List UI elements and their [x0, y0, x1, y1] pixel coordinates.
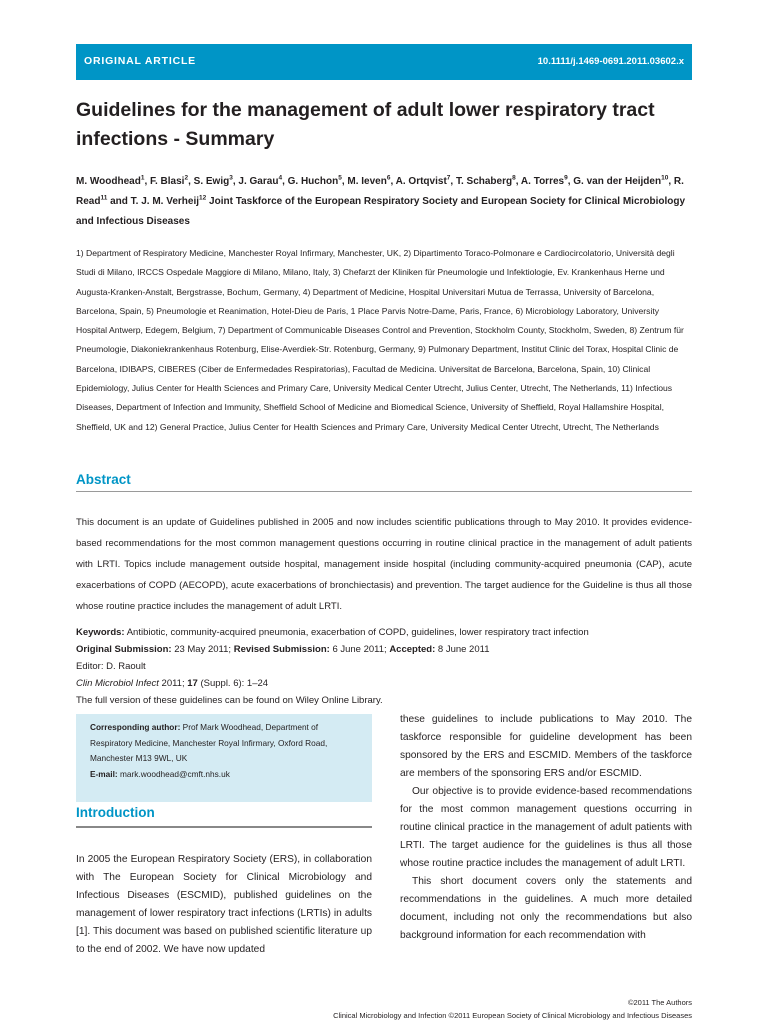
affiliations: 1) Department of Respiratory Medicine, Manchester Royal Infirmary, Manchester, UK, 2) Dipartimento Toraco-Polmonare e Cardiocircolatorio, Università degli Studi di Milano, IRCCS Ospedale Maggiore di Milano, Milano, Italy, 3) Chefarzt der Kliniken für Pneumologie und Infektiologie, Ev. Krankenhaus Herne und Augusta-Kranken-Anstalt, Bergstrasse, Bochum, Germany, 4) Department of Medicine, Hospital Universitari Mutua de Terrassa, University of Barcelona, Barcelona, Spain, 5) Pneumologie et Reanimation, Hotel-Dieu de Paris, 1 Place Parvis Notre-Dame, Paris, France, 6) Microbiology Laboratory, University Hospital Antwerp, Edegem, Belgium, 7) Department of Communicable Diseases Control and Prevention, Stockholm County, Stockholm, Sweden, 8) Zentrum für Pneumologie, Diakoniekrankenhaus Rotenburg, Elise-Averdiek-Str. Rotenburg, Germany, 9) Pulmonary Department, Institut Clinic del Torax, Hospital Clinic de Barcelona, IDIBAPS, CIBERES (Ciber de Enfermedades Respiratorias), Facultad de Medicina. Universitat de Barcelona, Barcelona, Spain, 10) Clinical Epidemiology, Julius Center for Health Sciences and Primary Care, University Medical Center Utrecht, Julius Center, Utrecht, The Netherlands, 11) Infectious Diseases, Department of Infection and Immunity, Sheffield School of Medicine and Biomedical Science, University of Sheffield, Royal Hallamshire Hospital, Sheffield, UK and 12) General Practice, Julius Center for Health Sciences and Primary Care, University Medical Center Utrecht, Utrecht, The Netherlands	[76, 248, 684, 432]
author-affiliation-number: 10	[661, 174, 669, 182]
accepted-label: Accepted:	[389, 644, 436, 655]
copyright-authors: ©2011 The Authors	[627, 998, 692, 1007]
intro-paragraph-3: Our objective is to provide evidence-based recommendations for the most common management questions occurring in routine clinical practice in the management of adult patients with LRTI. The target audience for the guidelines is thus all those whose routine practice includes the management of adult LRTI.	[400, 786, 692, 869]
abstract-text: This document is an update of Guidelines published in 2005 and now includes scientific publications through to May 2010. It provides evidence-based recommendations for the most common management questions occurring in routine clinical practice in the management of adult patients with LRTI. Topics include management outside hospital, management inside hospital (including community-acquired pneumonia (CAP), acute exacerbations of COPD (AECOPD), acute exacerbations of bronchiectasis) and prevention. The target audience for the Guideline is thus all those whose routine practice includes the management of adult LRTI.	[76, 517, 692, 612]
author-name: M. Ieven	[347, 176, 387, 187]
citation-year: 2011;	[161, 678, 185, 689]
keywords-label: Keywords:	[76, 627, 125, 638]
journal-name: Clin Microbiol Infect	[76, 678, 159, 689]
email-label: E-mail:	[90, 768, 118, 779]
corresponding-author-box	[76, 714, 372, 802]
intro-paragraph-1: In 2005 the European Respiratory Society (ERS), in collaboration with The European Society for Clinical Microbiology and Infectious Diseases (ESCMID), published guidelines on the management of lower respiratory tract infections (LRTIs) in adults [1]. This document was based on published scientific literature up to the end of 2002. We have now updated	[76, 854, 372, 955]
header-banner	[76, 44, 692, 80]
author-name: A. Torres	[520, 176, 565, 187]
author-name: G. Huchon	[287, 176, 339, 187]
author-affiliation-number: 2	[184, 174, 189, 182]
author-affiliation-number: 9	[564, 174, 568, 182]
citation-volume: 17	[187, 678, 198, 689]
intro-paragraph-4: This short document covers only the statements and recommendations in the guidelines. A much more detailed document, including not only the recommendations but also background information for each recommendation with	[400, 876, 692, 941]
article-meta	[76, 624, 692, 709]
left-column	[76, 851, 372, 959]
submission-line	[76, 641, 692, 658]
author-affiliation-number: 12	[199, 194, 207, 202]
keywords-line	[76, 624, 692, 641]
keywords: Antibiotic, community-acquired pneumonia, exacerbation of COPD, guidelines, lower respiratory tract infection	[126, 627, 589, 638]
revised-label: Revised Submission:	[233, 644, 330, 655]
abstract-heading: Abstract	[76, 472, 131, 487]
right-column	[400, 711, 692, 945]
introduction-rule	[76, 826, 372, 828]
author-name: F. Blasi	[150, 176, 185, 187]
section-label: ORIGINAL ARTICLE	[84, 55, 196, 67]
accepted-date: 8 June 2011	[437, 644, 490, 655]
abstract-rule	[76, 491, 692, 492]
revised-date: 6 June 2011;	[332, 644, 387, 655]
author-name: M. Woodhead	[76, 176, 141, 187]
author-name: G. van der Heijden	[573, 176, 662, 187]
author-affiliation-number: 4	[278, 174, 283, 182]
citation-pages: (Suppl. 6): 1–24	[200, 678, 269, 689]
corresponding-text: Prof Mark Woodhead, Department of Respiratory Medicine, Manchester Royal Infirmary, Oxford Road, Manchester M13 9WL, UK	[90, 722, 328, 763]
original-date: 23 May 2011;	[174, 644, 232, 655]
editor-line: Editor: D. Raoult	[76, 661, 146, 672]
taskforce: Joint Taskforce of the European Respiratory Society and European Society for Clinical Microbiology and Infectious Diseases	[76, 196, 686, 227]
author-list: M. Woodhead$^1$, F. Blasi$^2$, S. Ewig$^3$, J. Garau$^4$, G. Huchon$^5$, M. Ieven$^6$, A. Ortqvist$^7$, T. Schaberg$^8$, A. Torres$^9$, G. van der Heijden$^{10}$, R. Read$^{11}$ and T. J. M. Verheij$^{12}$ Joint Taskforce of the European Respiratory Society and European Society for Clinical Microbiology and Infectious Diseases	[76, 174, 686, 227]
author-affiliation-number: 8	[512, 174, 516, 182]
copyright-journal: Clinical Microbiology and Infection ©2011 European Society of Clinical Microbiology and Infectious Diseases	[333, 1011, 692, 1020]
full-version-note: The full version of these guidelines can be found on Wiley Online Library.	[76, 695, 383, 706]
doi-link[interactable]: 10.1111/j.1469-0691.2011.03602.x	[537, 56, 684, 67]
email-line	[90, 767, 358, 783]
author-affiliation-number: 1	[140, 174, 145, 182]
author-affiliation-number: 3	[229, 174, 233, 182]
email-link[interactable]: mark.woodhead@cmft.nhs.uk	[119, 768, 230, 779]
article-title: Guidelines for the management of adult lower respiratory tract infections - Summary	[76, 99, 655, 150]
page-footer	[333, 996, 692, 1022]
author-affiliation-number: 6	[386, 174, 391, 182]
intro-paragraph-2: these guidelines to include publications to May 2010. The taskforce responsible for guideline development has been sponsored by the ERS and ESCMID. Members of the taskforce are members of the sponsoring ERS and/or ESCMID.	[400, 714, 692, 779]
author-affiliation-number: 7	[446, 174, 451, 182]
corresponding-author	[90, 720, 358, 767]
author-name: A. Ortqvist	[395, 176, 447, 187]
author-affiliation-number: 5	[338, 174, 342, 182]
introduction-heading: Introduction	[76, 805, 155, 820]
author-name: T. Schaberg	[455, 176, 513, 187]
original-label: Original Submission:	[76, 644, 172, 655]
author-name: T. J. M. Verheij	[130, 196, 200, 207]
corresponding-label: Corresponding author:	[90, 722, 181, 732]
author-affiliation-number: 11	[100, 194, 108, 202]
author-name: S. Ewig	[193, 176, 230, 187]
author-name: J. Garau	[238, 176, 279, 187]
citation-line	[76, 675, 692, 692]
author-name: R. Read	[76, 176, 684, 207]
